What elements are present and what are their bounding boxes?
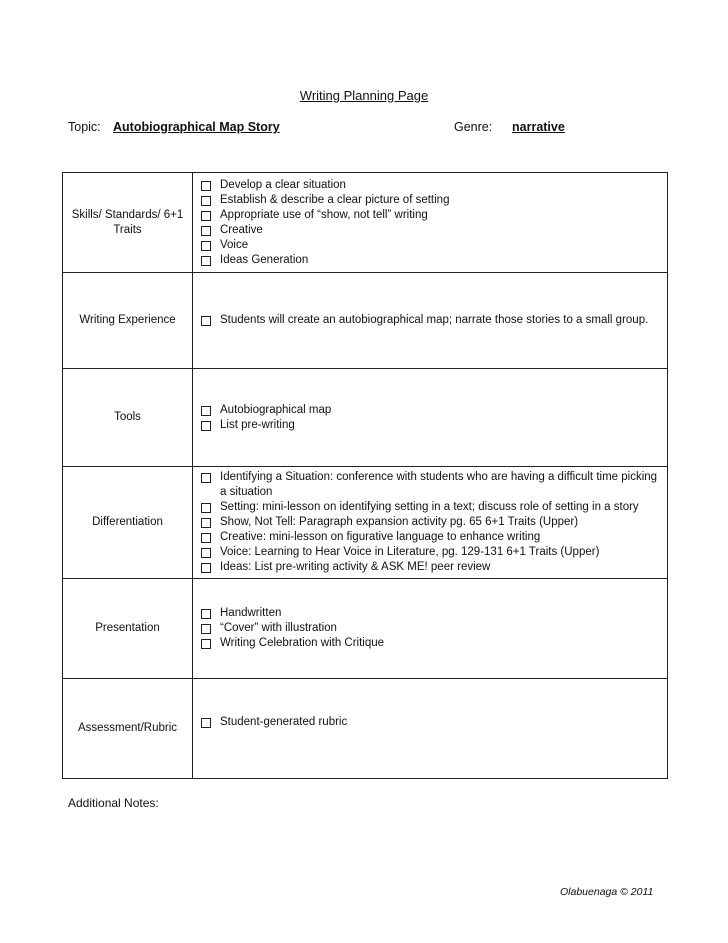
checklist [199, 715, 661, 730]
topic-genre-line [68, 120, 668, 140]
category-cell: Differentiation [63, 467, 193, 579]
checkbox-icon[interactable] [201, 563, 211, 573]
checkbox-icon[interactable] [201, 503, 211, 513]
content-cell [193, 679, 668, 779]
checkbox-icon[interactable] [201, 609, 211, 619]
category-cell: Presentation [63, 579, 193, 679]
checklist-item [199, 223, 661, 238]
checklist-item-text: Establish & describe a clear picture of setting [220, 193, 450, 206]
planning-table [62, 172, 668, 779]
checklist [199, 178, 661, 268]
content-cell [193, 173, 668, 273]
checklist-item-text: Ideas Generation [220, 253, 309, 266]
checkbox-icon[interactable] [201, 256, 211, 266]
checklist-item [199, 621, 661, 636]
checkbox-icon[interactable] [201, 226, 211, 236]
checkbox-icon[interactable] [201, 518, 211, 528]
checkbox-icon[interactable] [201, 181, 211, 191]
content-cell [193, 467, 668, 579]
checklist [199, 470, 661, 575]
category-cell: Assessment/Rubric [63, 679, 193, 779]
checkbox-icon[interactable] [201, 624, 211, 634]
checklist-item [199, 470, 661, 500]
page-title: Writing Planning Page [299, 88, 429, 103]
checklist-item-text: Develop a clear situation [220, 178, 346, 191]
checklist [199, 606, 661, 651]
genre-label: Genre: [454, 120, 493, 134]
category-cell: Skills/ Standards/ 6+1 Traits [63, 173, 193, 273]
content-cell [193, 369, 668, 467]
topic-value: Autobiographical Map Story [113, 120, 280, 134]
checklist-item [199, 560, 661, 575]
table-row-differentiation [63, 467, 668, 579]
checklist-item [199, 193, 661, 208]
checklist-item-text: Show, Not Tell: Paragraph expansion activity pg. 65 6+1 Traits (Upper) [220, 516, 579, 528]
checklist-item [199, 530, 661, 545]
checklist-item [199, 403, 661, 418]
checklist-item-text: Voice: Learning to Hear Voice in Literature, pg. 129-131 6+1 Traits (Upper) [220, 546, 600, 558]
checklist-item-text: Student-generated rubric [220, 716, 348, 728]
checklist-item [199, 178, 661, 193]
checklist-item-text: Identifying a Situation: conference with students who are having a difficult time picking a situation [220, 471, 658, 498]
topic-label: Topic: [68, 120, 101, 134]
checkbox-icon[interactable] [201, 548, 211, 558]
checklist-item-text: Writing Celebration with Critique [220, 637, 385, 649]
checklist [199, 403, 661, 433]
checkbox-icon[interactable] [201, 421, 211, 431]
category-cell: Writing Experience [63, 273, 193, 369]
checklist-item-text: Creative [220, 223, 263, 236]
checklist-item-text: Creative: mini-lesson on figurative language to enhance writing [220, 531, 541, 543]
checkbox-icon[interactable] [201, 718, 211, 728]
checkbox-icon[interactable] [201, 473, 211, 483]
checklist-item [199, 515, 661, 530]
checklist-item-text: Voice [220, 238, 249, 251]
content-cell [193, 273, 668, 369]
category-cell: Tools [63, 369, 193, 467]
checklist-item-text: List pre-writing [220, 418, 295, 431]
checklist-item [199, 500, 661, 515]
checklist-item [199, 313, 661, 328]
checklist-item [199, 545, 661, 560]
content-cell [193, 579, 668, 679]
table-row-skills [63, 173, 668, 273]
additional-notes-label: Additional Notes: [68, 796, 159, 810]
checklist-item-text: Handwritten [220, 607, 282, 619]
checkbox-icon[interactable] [201, 196, 211, 206]
checklist-item [199, 253, 661, 268]
table-row-writing-experience [63, 273, 668, 369]
checklist [199, 313, 661, 328]
checkbox-icon[interactable] [201, 211, 211, 221]
checklist-item-text: “Cover” with illustration [220, 622, 337, 634]
checklist-item [199, 636, 661, 651]
checklist-item-text: Setting: mini-lesson on identifying setting in a text; discuss role of setting in a story [220, 501, 639, 513]
checkbox-icon[interactable] [201, 533, 211, 543]
checklist-item-text: Students will create an autobiographical map; narrate those stories to a small group. [220, 314, 649, 326]
checkbox-icon[interactable] [201, 241, 211, 251]
checklist-item [199, 418, 661, 433]
checklist-item [199, 606, 661, 621]
table-row-assessment [63, 679, 668, 779]
checklist-item-text: Ideas: List pre-writing activity & ASK ME! peer review [220, 561, 491, 573]
table-row-tools [63, 369, 668, 467]
credit-line: Olabuenaga © 2011 [560, 886, 654, 898]
checkbox-icon[interactable] [201, 406, 211, 416]
checklist-item [199, 238, 661, 253]
genre-value: narrative [512, 120, 565, 134]
checkbox-icon[interactable] [201, 316, 211, 326]
checklist-item-text: Appropriate use of “show, not tell” writing [220, 208, 428, 221]
checkbox-icon[interactable] [201, 639, 211, 649]
checklist-item [199, 208, 661, 223]
checklist-item-text: Autobiographical map [220, 403, 332, 416]
checklist-item [199, 715, 661, 730]
table-row-presentation [63, 579, 668, 679]
